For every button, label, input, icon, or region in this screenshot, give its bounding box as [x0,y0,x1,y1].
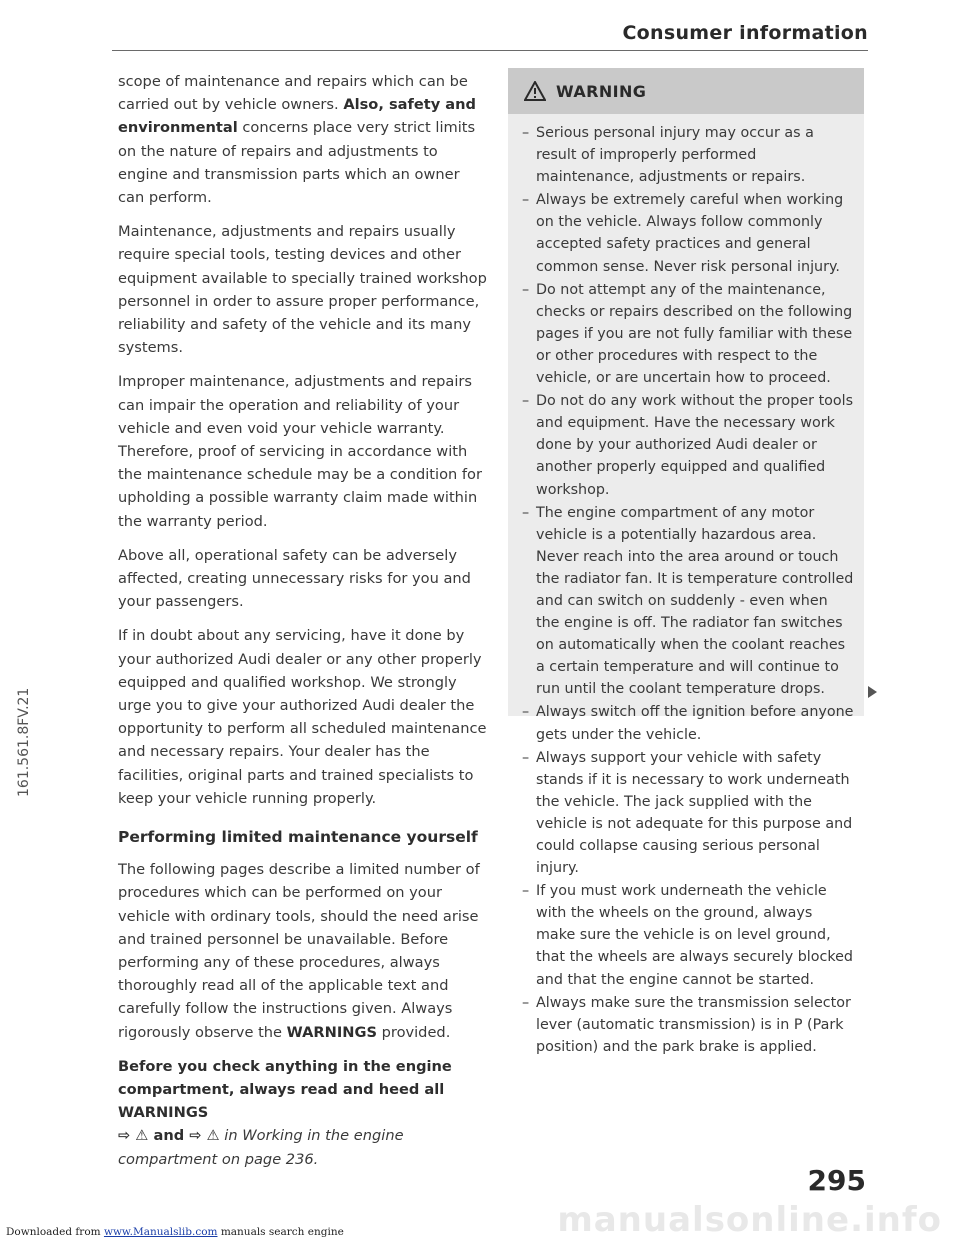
paragraph-1: scope of maintenance and repairs which can be carried out by vehicle owners. Also, safety and environmental concerns place very strict limits on the nature of repairs and adjustments to engine and transmission parts which an owner can perform. [118,73,476,207]
paragraph-2: Maintenance, adjustments and repairs usually require special tools, testing devices and other equipment available to specially trained workshop personnel in order to assure proper performance, reliability and safety of the vehicle and its many systems. [118,223,487,357]
section-subheading: Performing limited maintenance yourself [118,828,478,847]
footer: Downloaded from www.Manualslib.com manuals search engine [6,1226,344,1238]
warning-item: – If you must work underneath the vehicle with the wheels on the ground, always make sure the vehicle is on level ground, that the wheels are always securely blocked and that the engine cannot be started. [522,880,854,990]
warning-item: – Always support your vehicle with safety stands if it is necessary to work underneath the vehicle. The jack supplied with the vehicle is not adequate for this purpose and could collapse causing serious personal injury. [522,747,854,880]
warning-title: WARNING [556,81,647,101]
page-header-title: Consumer information [622,22,868,44]
watermark: manualsonline.info [557,1200,942,1240]
paragraph-3: Improper maintenance, adjustments and repairs can impair the operation and reliability of your vehicle and even void your vehicle warranty. Therefore, proof of servicing in accordance with the maintenance schedule may be a condition for upholding a possible warranty claim made within the warranty period. [118,373,482,530]
warning-item: – Always switch off the ignition before anyone gets under the vehicle. [522,701,854,745]
footer-link[interactable]: www.Manualslib.com [103,1226,218,1238]
warning-box [508,68,864,1055]
warning-list [508,122,864,1058]
engine-compartment-note: Before you check anything in the engine compartment, always read and heed all WARNINGS ⇨ ⚠ and ⇨ ⚠ in Working in the engine compartment on page 236. [118,1057,452,1168]
warning-item: – Always be extremely careful when working on the vehicle. Always follow commonly accepted safety practices and general common sense. Never risk personal injury. [522,189,854,277]
paragraph-4: Above all, operational safety can be adversely affected, creating unnecessary risks for you and your passengers. [118,546,471,611]
warning-header [508,68,864,114]
warning-item: – The engine compartment of any motor vehicle is a potentially hazardous area. Never reach into the area around or touch the radiator fan. It is temperature controlled and can switch on suddenly - even when the engine is off. The radiator fan switches on automatically when the coolant reaches a certain temperature and will continue to run until the coolant temperature drops. [522,502,854,701]
warning-item: – Do not do any work without the proper tools and equipment. Have the necessary work done by your authorized Audi dealer or another properly equipped and qualified workshop. [522,390,854,500]
side-document-code: 161.561.8FV.21 [16,687,32,797]
warning-item: – Do not attempt any of the maintenance, checks or repairs described on the following pages if you are not fully familiar with these or other procedures with respect to the vehicle, or are uncertain how to proceed. [522,279,854,389]
paragraph-5: If in doubt about any servicing, have it done by your authorized Audi dealer or any other properly equipped and qualified workshop. We strongly urge you to give your authorized Audi dealer the opportunity to perform all scheduled maintenance and necessary repairs. Your dealer has the facilities, original parts and trained specialists to keep your vehicle running properly. [118,627,487,807]
header-rule [112,50,868,51]
warning-item: – Serious personal injury may occur as a result of improperly performed maintenance, adjustments or repairs. [522,122,854,188]
paragraph-6: The following pages describe a limited number of procedures which can be performed on your vehicle with ordinary tools, should the need arise and trained personnel be unavailable. Before performing any of these procedures, always thoroughly read all of the applicable text and carefully follow the instructions given. Always rigorously observe the WARNINGS provided. [118,861,480,1041]
left-column [118,70,488,1171]
warning-triangle-icon [524,81,546,101]
continue-arrow-icon [868,686,877,698]
warning-item: – Always make sure the transmission selector lever (automatic transmission) is in P (Park position) and the park brake is applied. [522,992,854,1058]
page-number: 295 [807,1164,866,1197]
warning-cross-reference[interactable]: ⇨ ⚠ and ⇨ ⚠ [118,1127,220,1145]
